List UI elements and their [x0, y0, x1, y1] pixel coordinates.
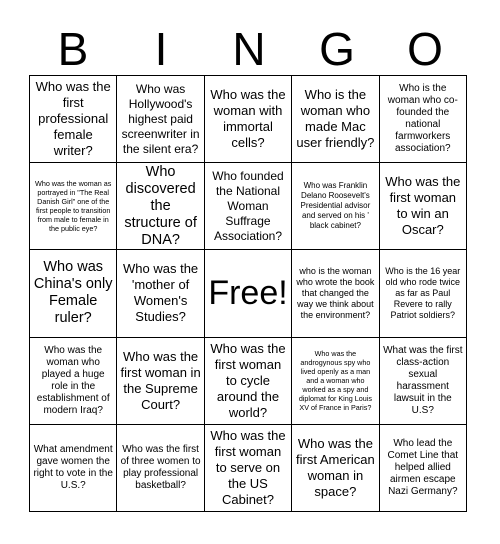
bingo-cell-text: Who lead the Comet Line that helped allied airmen escape Nazi Germany? — [387, 437, 459, 497]
bingo-cell-text: Who was the first of three women to play professional basketball? — [120, 443, 201, 491]
bingo-cell-r1c4[interactable] — [292, 76, 379, 163]
bingo-cell-r5c3[interactable] — [205, 425, 292, 512]
bingo-cell-text: Who was China's only Female ruler? — [33, 259, 113, 327]
bingo-cell-r3c1[interactable] — [30, 250, 117, 337]
bingo-cell-r1c3[interactable] — [205, 76, 292, 163]
bingo-cell-r4c4[interactable] — [292, 338, 379, 425]
bingo-cell-text: What amendment gave women the right to vote in the U.S.? — [33, 443, 113, 491]
bingo-cell-text: Who was the woman as portrayed in "The Real Danish Girl" one of the first people to transition from male to female in the public eye? — [35, 179, 112, 234]
bingo-cell-r2c3[interactable] — [205, 163, 292, 250]
header-letter-g: G — [319, 23, 355, 75]
bingo-cell-text: Who was the first woman to serve on the US Cabinet? — [210, 427, 286, 507]
free-space-label: Free! — [208, 274, 288, 313]
bingo-cell-text: Who was the 'mother of Women's Studies? — [123, 261, 199, 325]
bingo-cell-r2c2[interactable] — [117, 163, 204, 250]
bingo-cell-r5c4[interactable] — [292, 425, 379, 512]
bingo-cell-text: Who was the woman with immortal cells? — [210, 87, 286, 151]
bingo-cell-text: What was the first class-action sexual harassment lawsuit in the U.S? — [383, 344, 463, 416]
bingo-cell-text: Who discovered the structure of DNA? — [124, 163, 197, 248]
bingo-cell-text: Who was Hollywood's highest paid screenwriter in the silent era? — [121, 81, 200, 156]
bingo-cell-r5c1[interactable] — [30, 425, 117, 512]
bingo-cell-r1c1[interactable] — [30, 76, 117, 163]
bingo-cell-text: Who founded the National Woman Suffrage Association? — [212, 168, 284, 243]
bingo-cell-text: Who was the first woman in the Supreme Court? — [120, 348, 201, 412]
bingo-cell-text: Who was Franklin Delano Roosevelt's Presidential advisor and served on his ' black cabinet? — [300, 181, 371, 231]
bingo-cell-r1c2[interactable] — [117, 76, 204, 163]
bingo-header — [29, 24, 469, 74]
bingo-cell-r5c5[interactable] — [380, 425, 467, 512]
free-space-cell[interactable] — [205, 250, 292, 337]
bingo-cell-text: Who is the woman who made Mac user friendly? — [296, 87, 375, 151]
bingo-cell-r1c5[interactable] — [380, 76, 467, 163]
bingo-cell-text: who is the woman who wrote the book that changed the way we think about the environment? — [296, 265, 375, 320]
bingo-cell-r2c4[interactable] — [292, 163, 379, 250]
bingo-cell-text: Who was the woman who played a huge role in the establishment of modern Iraq? — [36, 344, 110, 416]
bingo-cell-r3c2[interactable] — [117, 250, 204, 337]
bingo-card-grid — [29, 75, 467, 512]
bingo-cell-r3c5[interactable] — [380, 250, 467, 337]
bingo-cell-r3c4[interactable] — [292, 250, 379, 337]
bingo-cell-r5c2[interactable] — [117, 425, 204, 512]
header-letter-i: I — [154, 23, 168, 75]
bingo-cell-r2c1[interactable] — [30, 163, 117, 250]
header-letter-b: B — [57, 23, 89, 75]
bingo-cell-text: Who was the androgynous spy who lived openly as a man and a woman who worked as a spy and diplomat for King Louis XV of France in Paris? — [298, 349, 372, 413]
bingo-cell-r4c2[interactable] — [117, 338, 204, 425]
header-letter-o: O — [407, 23, 443, 75]
bingo-cell-r4c5[interactable] — [380, 338, 467, 425]
bingo-cell-text: Who is the woman who co-founded the national farmworkers association? — [387, 83, 458, 155]
bingo-cell-text: Who was the first woman to win an Oscar? — [385, 174, 461, 238]
bingo-cell-r2c5[interactable] — [380, 163, 467, 250]
header-letter-n: N — [232, 23, 266, 75]
bingo-cell-r4c3[interactable] — [205, 338, 292, 425]
bingo-cell-text: Who is the 16 year old who rode twice as far as Paul Revere to rally Patriot soldiers? — [385, 265, 461, 320]
bingo-cell-text: Who was the first American woman in space? — [296, 435, 375, 499]
bingo-cell-text: Who was the first woman to cycle around the world? — [210, 340, 286, 420]
bingo-cell-text: Who was the first professional female writer? — [35, 79, 111, 159]
bingo-cell-r4c1[interactable] — [30, 338, 117, 425]
